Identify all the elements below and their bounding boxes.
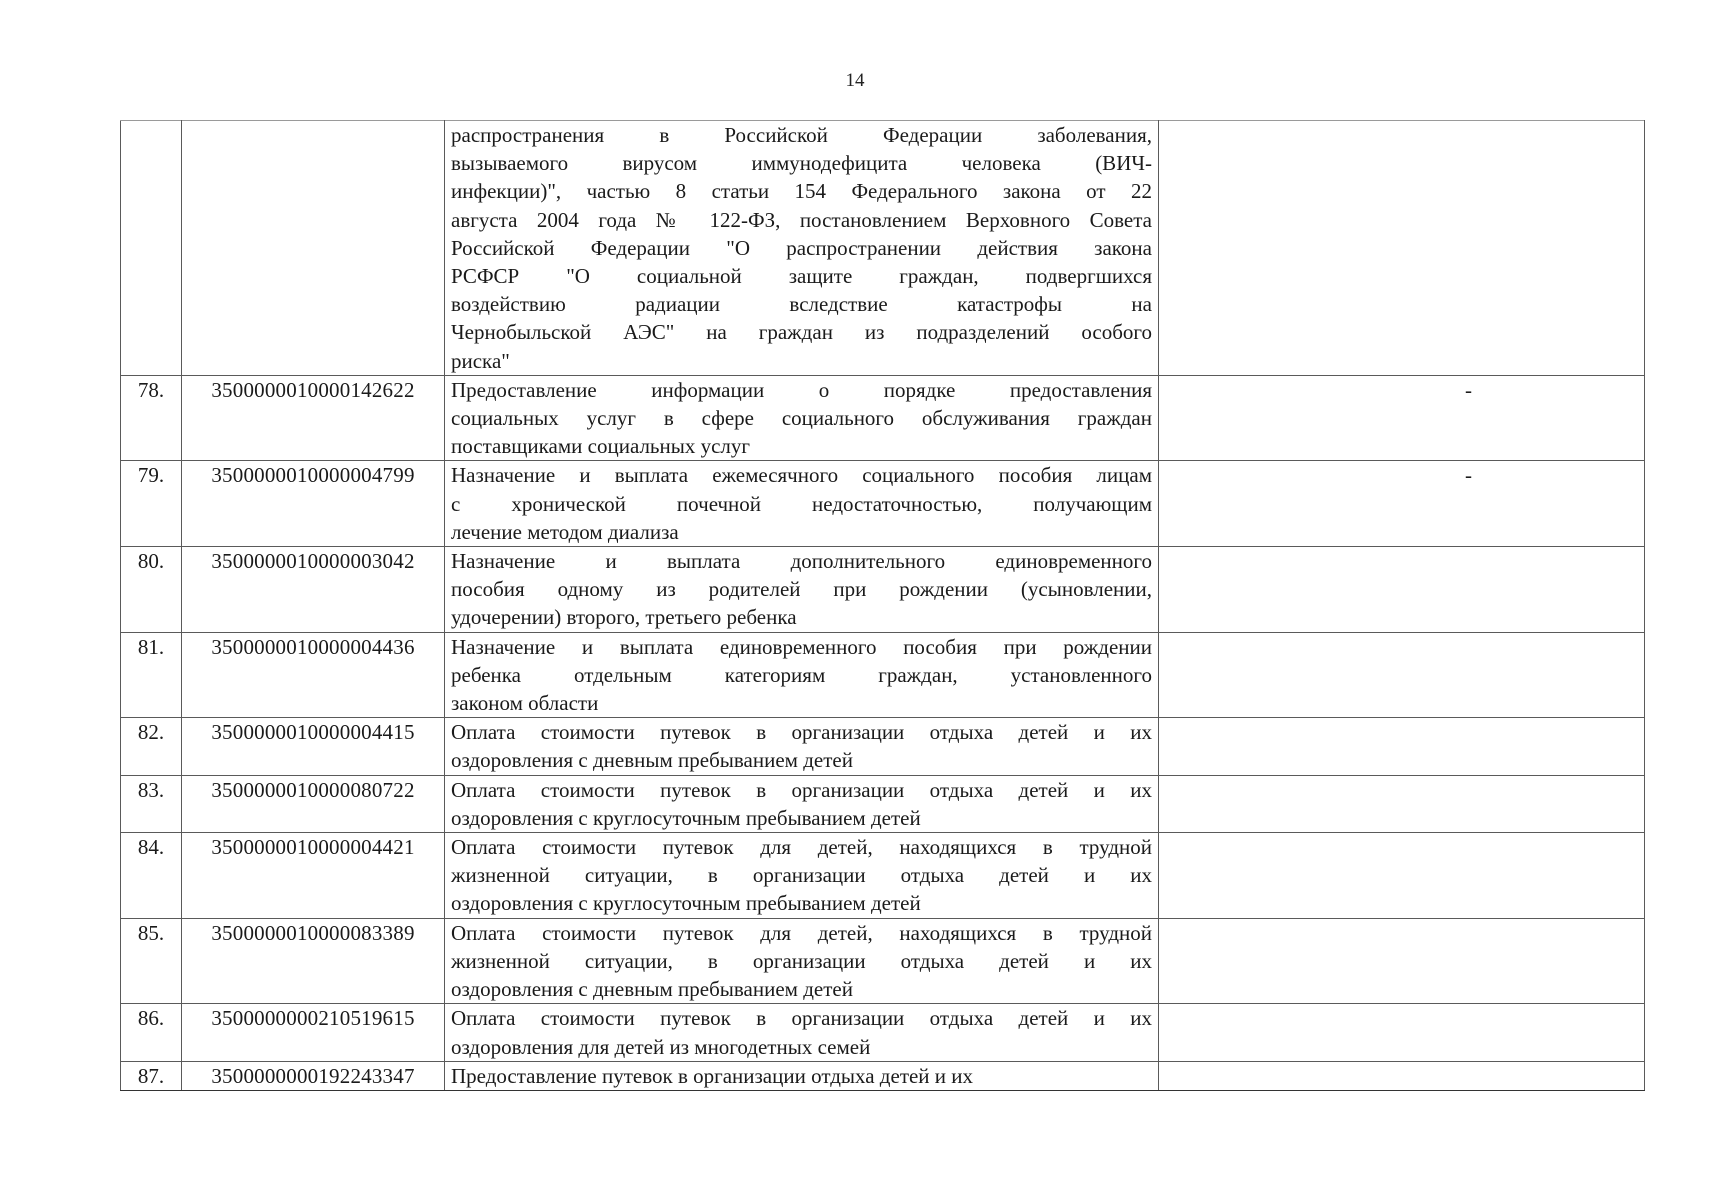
note-cell [1159,547,1645,633]
service-name-line: жизненной ситуации, в организации отдыха детей и их [451,863,1152,888]
service-code: 3500000010000004421 [211,835,415,860]
service-name-cell [445,547,1159,633]
note-cell [1159,1004,1645,1061]
row-number-cell [121,461,182,547]
service-code-cell [182,1061,445,1090]
table-row [121,775,1645,832]
service-name-line: жизненной ситуации, в организации отдыха детей и их [451,948,1152,973]
row-number: 85. [137,920,165,945]
service-name-line: ребенка отдельным категориям граждан, установленного [451,662,1152,687]
table-row [121,833,1645,919]
row-number: 81. [137,634,165,659]
service-name-line: Оплата стоимости путевок в организации отдыха детей и их [451,777,1152,802]
note-value: - [1465,463,1472,488]
service-name-cell [445,461,1159,547]
service-code-cell [182,718,445,775]
row-number-cell [121,632,182,718]
service-name-cell [445,1004,1159,1061]
row-number-cell [121,833,182,919]
service-name-line: Назначение и выплата дополнительного единовременного [451,549,1152,574]
service-code: 3500000010000004436 [211,634,415,659]
table-row [121,375,1645,461]
service-name-line: августа 2004 года № 122-ФЗ, постановлением Верховного Совета [451,207,1152,232]
service-name-line: Чернобыльской АЭС" на граждан из подразделений особого [451,320,1152,345]
note-cell [1159,833,1645,919]
service-code-cell [182,775,445,832]
row-number: 84. [137,835,165,860]
service-name-cell [445,833,1159,919]
note-cell [1159,121,1645,376]
service-name-line: воздействию радиации вследствие катастрофы на [451,292,1152,317]
table-row [121,547,1645,633]
service-name-line: оздоровления с круглосуточным пребыванием детей [451,891,921,916]
table-row [121,461,1645,547]
service-name-line: оздоровления с дневным пребыванием детей [451,748,853,773]
service-name-cell [445,632,1159,718]
service-name-line: Оплата стоимости путевок для детей, находящихся в трудной [451,920,1152,945]
service-code: 3500000010000004415 [211,720,415,745]
service-code-cell [182,121,445,376]
service-name-line: удочерении) второго, третьего ребенка [451,605,797,630]
service-name-cell [445,918,1159,1004]
row-number: 79. [137,463,165,488]
row-number: 83. [137,777,165,802]
row-number: 87. [137,1063,165,1088]
note-cell [1159,918,1645,1004]
table-row [121,1061,1645,1090]
row-number-cell [121,547,182,633]
table-row [121,918,1645,1004]
service-name-line: Российской Федерации "О распространении действия закона [451,235,1152,260]
note-value: - [1465,377,1472,402]
service-name-cell [445,775,1159,832]
service-name-line: Оплата стоимости путевок в организации отдыха детей и их [451,720,1152,745]
service-code: 3500000000192243347 [211,1063,415,1088]
service-name-line: лечение методом диализа [451,519,679,544]
note-cell [1159,718,1645,775]
row-number-cell [121,121,182,376]
table-row [121,632,1645,718]
service-name-line: Оплата стоимости путевок в организации отдыха детей и их [451,1006,1152,1031]
service-name-line: с хронической почечной недостаточностью, получающим [451,491,1152,516]
service-name-line: Оплата стоимости путевок для детей, находящихся в трудной [451,835,1152,860]
table-row [121,718,1645,775]
service-name-line: РСФСР "О социальной защите граждан, подвергшихся [451,264,1152,289]
service-code: 3500000010000142622 [211,377,415,402]
note-cell [1159,775,1645,832]
note-cell [1159,461,1645,547]
services-table-body [121,121,1645,1091]
row-number-cell [121,375,182,461]
service-name-line: поставщиками социальных услуг [451,434,751,459]
service-name-line: оздоровления с дневным пребыванием детей [451,977,853,1002]
row-number-cell [121,775,182,832]
service-name-cell [445,718,1159,775]
service-code: 3500000010000004799 [211,463,415,488]
service-name-line: законом области [451,691,599,716]
service-name-line: Назначение и выплата ежемесячного социального пособия лицам [451,463,1152,488]
table-row [121,1004,1645,1061]
row-number: 82. [137,720,165,745]
service-code: 3500000000210519615 [211,1006,415,1031]
service-code: 3500000010000080722 [211,777,415,802]
row-number-cell [121,718,182,775]
service-code-cell [182,461,445,547]
note-cell [1159,1061,1645,1090]
row-number: 86. [137,1006,165,1031]
services-table [120,120,1645,1091]
service-name-line: Предоставление путевок в организации отдыха детей и их [451,1063,974,1088]
service-code-cell [182,918,445,1004]
service-code-cell [182,632,445,718]
service-name-line: оздоровления для детей из многодетных семей [451,1034,871,1059]
service-code-cell [182,375,445,461]
row-number-cell [121,918,182,1004]
service-code-cell [182,547,445,633]
note-cell [1159,375,1645,461]
service-name-line: инфекции)", частью 8 статьи 154 Федерального закона от 22 [451,179,1152,204]
service-name-line: распространения в Российской Федерации заболевания, [451,123,1152,147]
service-name-cell [445,121,1159,376]
service-name-line: Назначение и выплата единовременного пособия при рождении [451,634,1152,659]
row-number-cell [121,1004,182,1061]
service-code-cell [182,1004,445,1061]
row-number-cell [121,1061,182,1090]
table-row [121,121,1645,376]
service-name-line: социальных услуг в сфере социального обслуживания граждан [451,406,1152,431]
service-name-line: оздоровления с круглосуточным пребыванием детей [451,805,921,830]
note-cell [1159,632,1645,718]
service-name-line: пособия одному из родителей при рождении (усыновлении, [451,577,1152,602]
service-name-cell [445,1061,1159,1090]
service-name-line: Предоставление информации о порядке предоставления [451,377,1152,402]
service-name-line: вызываемого вирусом иммунодефицита человека (ВИЧ- [451,151,1152,176]
row-number: 80. [137,549,165,574]
service-name-line: риска" [451,348,510,373]
page-number: 14 [845,70,865,91]
service-name-cell [445,375,1159,461]
service-code: 3500000010000083389 [211,920,415,945]
service-code-cell [182,833,445,919]
row-number: 78. [137,377,165,402]
service-code: 3500000010000003042 [211,549,415,574]
